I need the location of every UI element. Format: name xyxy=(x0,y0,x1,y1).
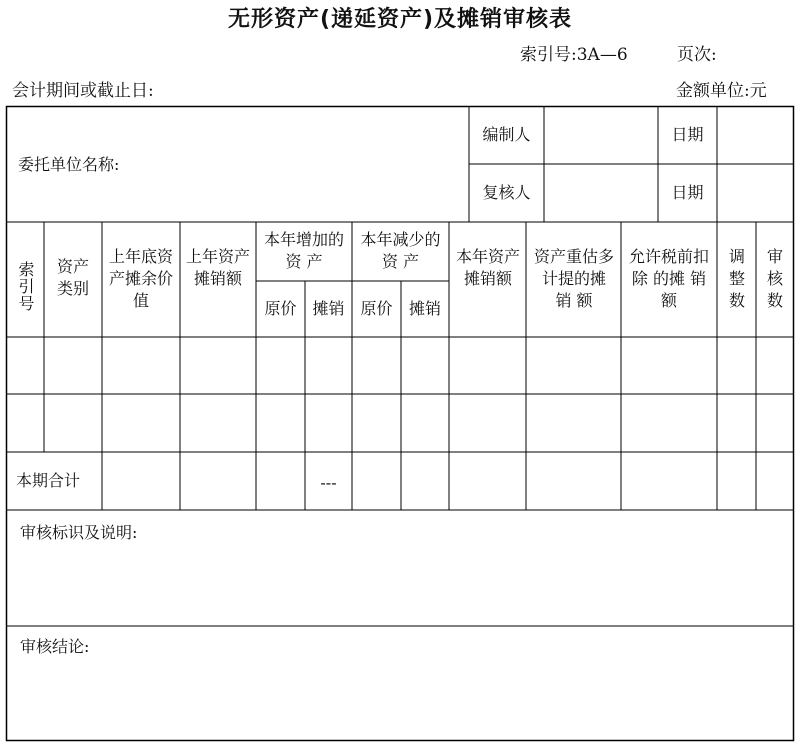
preparer-label: 编制人 xyxy=(482,125,531,144)
col-decrease-original: 原价 xyxy=(360,299,393,318)
col-tax-deductible-amortization: 允许税前扣 除 的摊 销 额 xyxy=(628,247,709,310)
index-number: 索引号:3A—6 xyxy=(520,45,628,65)
col-index-number: 索引号 xyxy=(16,260,35,312)
accounting-period-label: 会计期间或截止日: xyxy=(12,81,154,101)
page-title: 无形资产(递延资产)及摊销审核表 xyxy=(227,7,573,32)
review-date-label: 日期 xyxy=(671,183,704,202)
page-number-label: 页次: xyxy=(677,45,717,65)
col-decrease-amortization: 摊销 xyxy=(408,299,441,318)
reviewer-label: 复核人 xyxy=(482,183,531,202)
col-increase-amortization: 摊销 xyxy=(312,299,345,318)
audit-conclusion-label: 审核结论: xyxy=(20,637,90,656)
col-increase-group: 本年增加的 资 产 xyxy=(263,230,344,271)
audit-notes-label: 审核标识及说明: xyxy=(20,523,138,542)
col-this-year-amortization: 本年资产摊销额 xyxy=(456,247,521,288)
total-row-label: 本期合计 xyxy=(16,471,81,490)
col-prev-balance: 上年底资产摊余价值 xyxy=(108,247,173,310)
currency-unit-label: 金额单位:元 xyxy=(676,81,767,101)
client-name-label: 委托单位名称: xyxy=(18,155,120,174)
col-prev-amortization: 上年资产摊销额 xyxy=(186,247,251,288)
prepare-date-label: 日期 xyxy=(671,125,704,144)
col-adjustment: 调整数 xyxy=(728,247,745,310)
col-increase-original: 原价 xyxy=(264,299,297,318)
total-amortization-dash: --- xyxy=(320,473,337,492)
col-revaluation-amortization: 资产重估多计提的摊 销 额 xyxy=(533,247,614,310)
col-asset-type: 资产类别 xyxy=(56,257,89,298)
col-decrease-group: 本年减少的 资 产 xyxy=(360,230,441,271)
col-audited-amount: 审核数 xyxy=(766,247,783,310)
